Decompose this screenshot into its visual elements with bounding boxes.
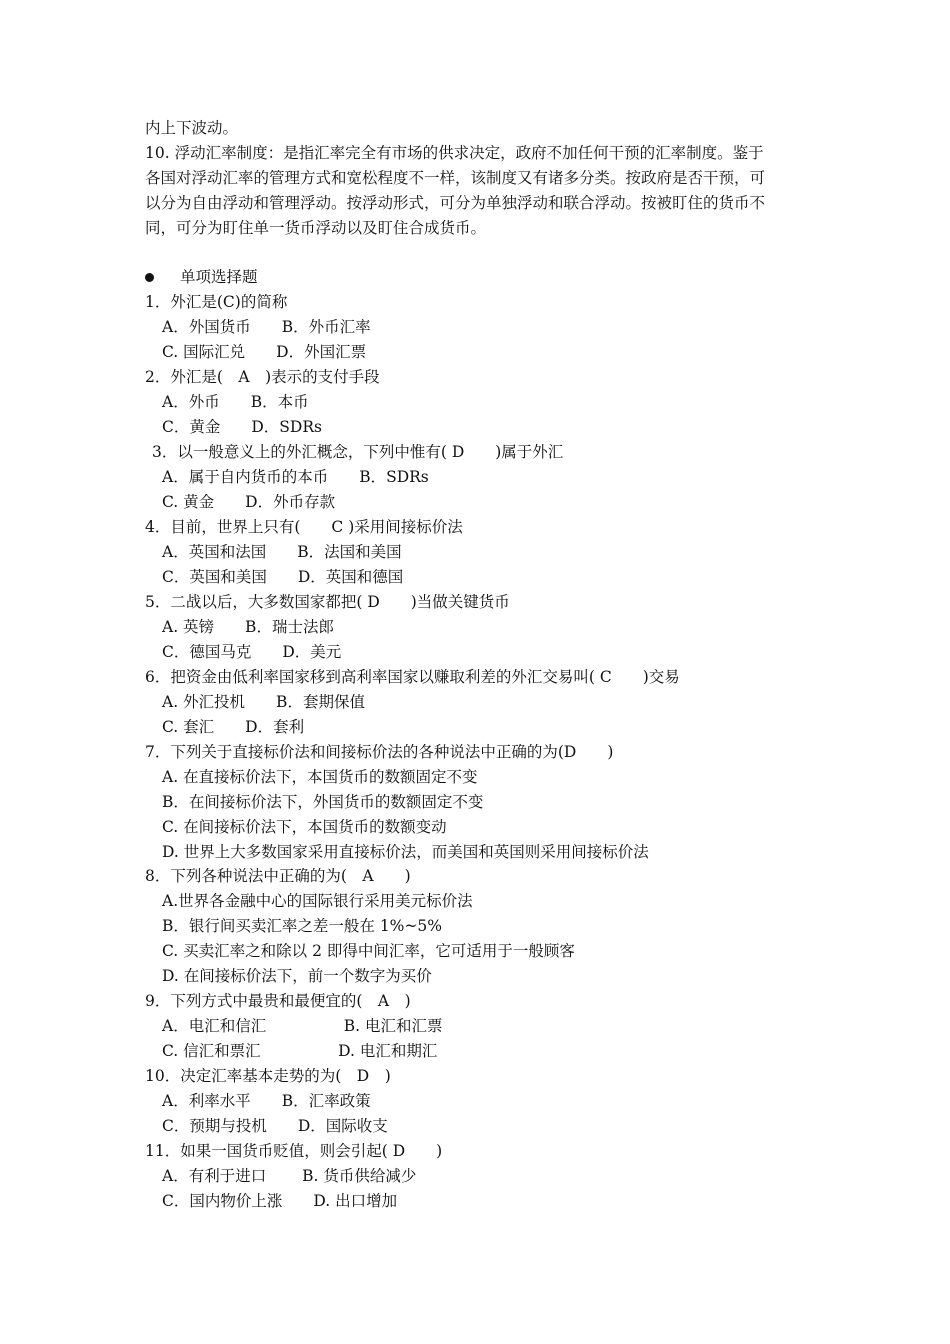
section-title: 单项选择题 — [180, 268, 258, 286]
question-option: C．德国马克 D．美元 — [162, 643, 342, 661]
question-option: A. 英镑 B．瑞士法郎 — [162, 618, 334, 636]
question-8: 8．下列各种说法中正确的为( A ) — [145, 867, 411, 885]
question-6: 6．把资金由低利率国家移到高利率国家以赚取利差的外汇交易叫( C )交易 — [145, 668, 680, 686]
question-option: C. 在间接标价法下，本国货币的数额变动 — [162, 818, 447, 836]
question-option: C. 套汇 D．套利 — [162, 718, 305, 736]
question-option: C．预期与投机 D．国际收支 — [162, 1117, 388, 1135]
question-option: C. 黄金 D．外币存款 — [162, 493, 336, 511]
question-10: 10．决定汇率基本走势的为( D ) — [145, 1067, 391, 1085]
question-option: A．利率水平 B．汇率政策 — [162, 1092, 371, 1110]
question-5: 5．二战以后，大多数国家都把( D )当做关键货币 — [145, 593, 510, 611]
question-option: C. 信汇和票汇 D. 电汇和期汇 — [162, 1042, 438, 1060]
question-9: 9．下列方式中最贵和最便宜的( A ) — [145, 992, 411, 1010]
question-option: A．有利于进口 B. 货币供给减少 — [162, 1167, 417, 1185]
question-2: 2．外汇是( A )表示的支付手段 — [145, 368, 380, 386]
question-option: C．英国和美国 D．英国和德国 — [162, 568, 404, 586]
question-option: C．国内物价上涨 D. 出口增加 — [162, 1192, 398, 1210]
intro-line: 同，可分为盯住单一货币浮动以及盯住合成货币。 — [145, 219, 487, 237]
intro-line: 10. 浮动汇率制度：是指汇率完全有市场的供求决定，政府不加任何干预的汇率制度。鉴于 — [145, 144, 764, 162]
question-option: A.世界各金融中心的国际银行采用美元标价法 — [162, 892, 473, 910]
question-option: C．黄金 D．SDRs — [162, 418, 322, 436]
question-3: 3．以一般意义上的外汇概念，下列中惟有( D )属于外汇 — [152, 443, 564, 461]
question-option: C. 国际汇兑 D．外国汇票 — [162, 343, 367, 361]
question-option: D. 世界上大多数国家采用直接标价法，而美国和英国则采用间接标价法 — [162, 843, 649, 861]
intro-line: 内上下波动。 — [145, 119, 239, 137]
question-option: B．在间接标价法下，外国货币的数额固定不变 — [162, 793, 484, 811]
question-option: A．外币 B．本币 — [162, 393, 309, 411]
question-option: A．外国货币 B．外币汇率 — [162, 318, 371, 336]
question-option: A．电汇和信汇 B. 电汇和汇票 — [162, 1017, 443, 1035]
intro-line: 以分为自由浮动和管理浮动。按浮动形式，可分为单独浮动和联合浮动。按被盯住的货币不 — [145, 194, 766, 212]
question-option: A. 在直接标价法下，本国货币的数额固定不变 — [162, 768, 478, 786]
question-option: A．属于自内货币的本币 B．SDRs — [162, 468, 429, 486]
question-7: 7．下列关于直接标价法和间接标价法的各种说法中正确的为(D ) — [145, 743, 614, 761]
question-option: B．银行间买卖汇率之差一般在 1%~5% — [162, 917, 442, 935]
question-option: D. 在间接标价法下，前一个数字为买价 — [162, 967, 432, 985]
question-option: C. 买卖汇率之和除以 2 即得中间汇率，它可适用于一般顾客 — [162, 942, 575, 960]
question-1: 1．外汇是(C)的简称 — [145, 293, 288, 311]
section-heading — [145, 266, 258, 288]
question-option: A．英国和法国 B．法国和美国 — [162, 543, 402, 561]
question-11: 11．如果一国货币贬值，则会引起( D ) — [145, 1142, 443, 1160]
question-4: 4．目前，世界上只有( C )采用间接标价法 — [145, 518, 463, 536]
bullet-icon — [145, 273, 154, 282]
intro-line: 各国对浮动汇率的管理方式和宽松程度不一样，该制度又有诸多分类。按政府是否干预，可 — [145, 169, 766, 187]
question-option: A. 外汇投机 B．套期保值 — [162, 693, 365, 711]
